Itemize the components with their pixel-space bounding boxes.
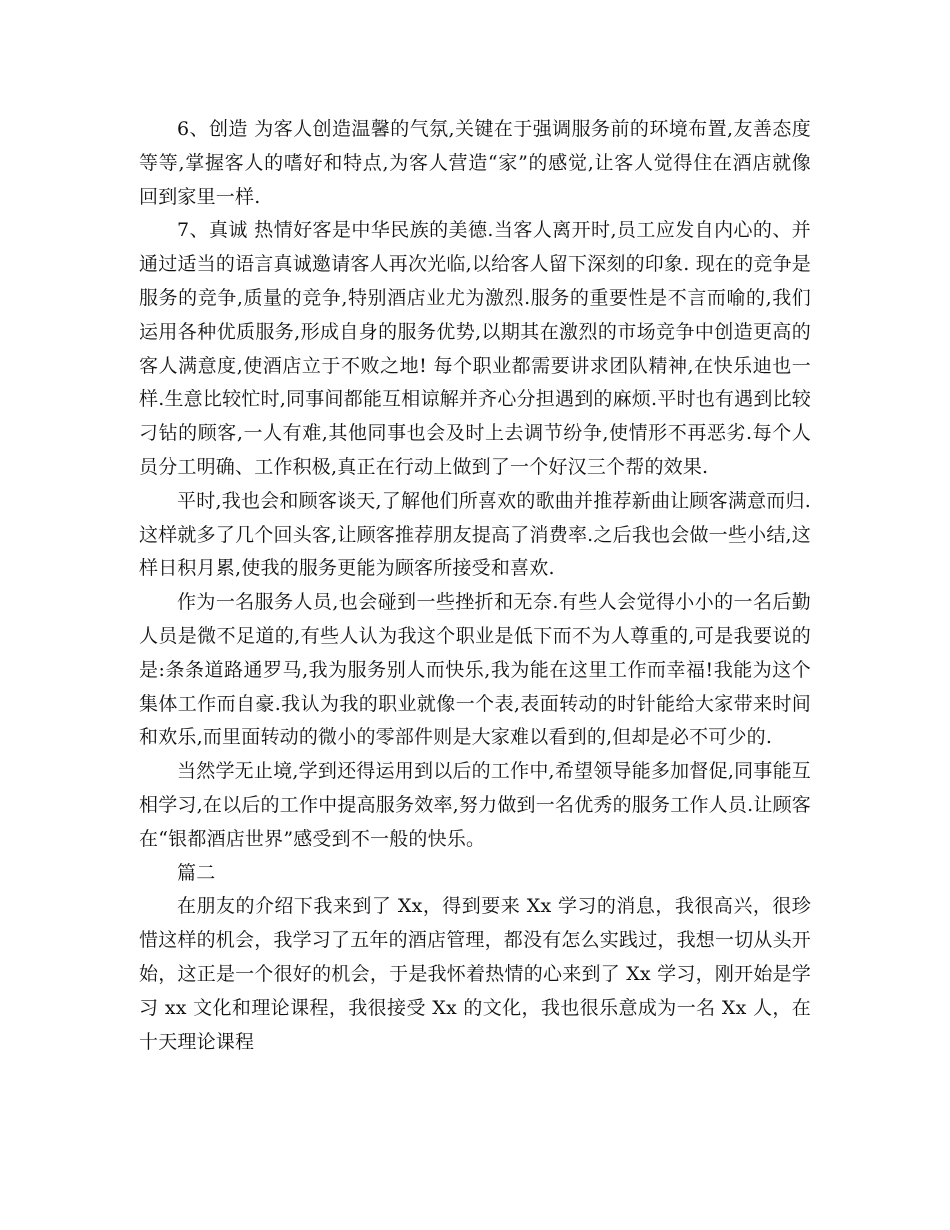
paragraph-chatting-with-customers: 平时,我也会和顾客谈天,了解他们所喜欢的歌曲并推荐新曲让顾客满意而归.这样就多了几个回头客,让顾客推荐朋友提高了消费率.之后我也会做一些小结,这样日积月累,使我的服务更能为顾客所接受和喜欢. xyxy=(139,489,811,580)
section-heading-part-two: 篇二 xyxy=(177,861,216,884)
paragraph-item-6-creation: 6、创造 为客人创造温馨的气氛,关键在于强调服务前的环境布置,友善态度等等,掌握客人的嗜好和特点,为客人营造“家”的感觉,让客人觉得住在酒店就像回到家里一样. xyxy=(139,118,811,208)
paragraph-item-7-sincerity: 7、真诚 热情好客是中华民族的美德.当客人离开时,员工应发自内心的、并通过适当的语言真诚邀请客人再次光临,以给客人留下深刻的印象. 现在的竞争是服务的竞争,质量的竞争,特别酒店业尤为激烈.服务的重要性是不言而喻的,我们运用各种优质服务,形成自身的服务优势,以期其在激烈的市场竞争中创造更高的客人满意度,使酒店立于不败之地! 每个职业都需要讲求团队精神,在快乐迪也一样.生意比较忙时,同事间都能互相谅解并齐心分担遇到的麻烦.平时也有遇到比较刁钻的顾客,一人有难,其他同事也会及时上去调节纷争,使情形不再恶劣.每个人员分工明确、工作积极,真正在行动上做到了一个好汉三个帮的效果. xyxy=(139,219,811,478)
paragraph-endless-learning: 当然学无止境,学到还得运用到以后的工作中,希望领导能多加督促,同事能互相学习,在以后的工作中提高服务效率,努力做到一名优秀的服务工作人员.让顾客在“银都酒店世界”感受到不一般的快乐。 xyxy=(139,760,811,850)
document-body xyxy=(139,113,811,1059)
paragraph-service-staff-role: 作为一名服务人员,也会碰到一些挫折和无奈.有些人会觉得小小的一名后勤人员是微不足道的,有些人认为我这个职业是低下而不为人尊重的,可是我要说的是:条条道路通罗马,我为服务别人而快乐,我为能在这里工作而幸福!我能为这个集体工作而自豪.我认为我的职业就像一个表,表面转动的时针能给大家带来时间和欢乐,而里面转动的微小的零部件则是大家难以看到的,但却是必不可少的. xyxy=(139,591,811,749)
paragraph-part-two-intro: 在朋友的介绍下我来到了 Xx，得到要来 Xx 学习的消息，我很高兴，很珍惜这样的机会，我学习了五年的酒店管理，都没有怎么实践过，我想一切从头开始，这正是一个很好的机会，于是我怀着热情的心来到了 Xx 学习，刚开始是学习 xx 文化和理论课程，我很接受 Xx 的文化，我也很乐意成为一名 Xx 人，在十天理论课程 xyxy=(139,895,812,1053)
